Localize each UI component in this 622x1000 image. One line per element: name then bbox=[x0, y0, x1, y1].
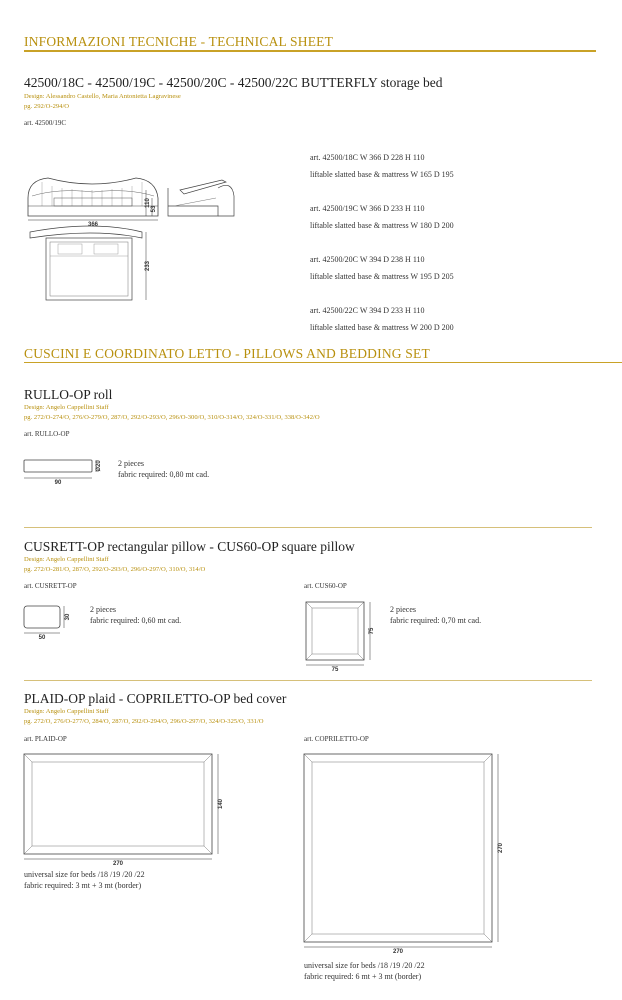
header-rule bbox=[24, 50, 596, 52]
bed-spec-4-base: liftable slatted base & mattress W 200 D 200 bbox=[310, 323, 454, 332]
cusrett-height-dim: 30 bbox=[65, 613, 71, 621]
sheet-title: INFORMAZIONI TECNICHE - TECHNICAL SHEET bbox=[24, 34, 334, 49]
cus60-width-dim: 75 bbox=[331, 667, 339, 673]
bed-spec-1-base: liftable slatted base & mattress W 165 D 195 bbox=[310, 170, 454, 179]
bed-spec-2-base: liftable slatted base & mattress W 180 D 200 bbox=[310, 221, 454, 230]
plaid-title: PLAID-OP plaid - COPRILETTO-OP bed cover bbox=[24, 691, 287, 706]
plaid-height-dim: 140 bbox=[218, 798, 224, 810]
copriletto-width-dim: 270 bbox=[392, 949, 404, 955]
cusrett-design: Design: Angelo Cappellini Staff bbox=[24, 556, 109, 563]
copriletto-drawing bbox=[300, 750, 512, 956]
plaid-fabric: fabric required: 3 mt + 3 mt (border) bbox=[24, 881, 142, 890]
rullo-title: RULLO-OP roll bbox=[24, 387, 113, 402]
plaid-pages: pg. 272/O, 276/O-277/O, 284/O, 287/O, 292/O-294/O, 296/O-297/O, 324/O-325/O, 331/O bbox=[24, 718, 264, 725]
pillows-section-rule bbox=[24, 362, 622, 363]
bed-width-dim: 366 bbox=[87, 222, 99, 228]
cus60-height-dim: 75 bbox=[369, 627, 375, 635]
cus60-pieces: 2 pieces bbox=[390, 605, 416, 614]
rullo-pieces: 2 pieces bbox=[118, 459, 144, 468]
cusrett-drawing bbox=[20, 602, 80, 642]
bed-side-view bbox=[168, 180, 234, 216]
rullo-diameter-dim: Ø20 bbox=[96, 460, 102, 472]
copriletto-size: universal size for beds /18 /19 /20 /22 bbox=[304, 961, 425, 970]
bed-pages: pg. 292/O-294/O bbox=[24, 103, 70, 110]
rullo-design: Design: Angelo Cappellini Staff bbox=[24, 404, 109, 411]
divider-1 bbox=[24, 527, 592, 528]
bed-height-low-dim: 53 bbox=[151, 205, 157, 213]
plaid-size: universal size for beds /18 /19 /20 /22 bbox=[24, 870, 145, 879]
rullo-drawing bbox=[20, 455, 110, 487]
plaid-drawing bbox=[20, 750, 232, 866]
bed-depth-dim: 233 bbox=[145, 260, 151, 272]
bed-title: 42500/18C - 42500/19C - 42500/20C - 42500/22C BUTTERFLY storage bed bbox=[24, 75, 443, 90]
copriletto-fabric: fabric required: 6 mt + 3 mt (border) bbox=[304, 972, 422, 981]
bed-front-view bbox=[28, 178, 158, 216]
pillows-section-title: CUSCINI E COORDINATO LETTO - PILLOWS AND BEDDING SET bbox=[24, 346, 430, 361]
cus60-fabric: fabric required: 0,70 mt cad. bbox=[390, 616, 482, 625]
rullo-art: art. RULLO-OP bbox=[24, 430, 70, 438]
plaid-design: Design: Angelo Cappellini Staff bbox=[24, 708, 109, 715]
rullo-pages: pg. 272/O-274/O, 276/O-279/O, 287/O, 292/O-293/O, 296/O-300/O, 310/O-314/O, 324/O-331/O, 338/O-342/O bbox=[24, 414, 320, 421]
bed-spec-2-art: art. 42500/19C W 366 D 233 H 110 bbox=[310, 204, 425, 213]
bed-spec-1-art: art. 42500/18C W 366 D 228 H 110 bbox=[310, 153, 425, 162]
bed-design: Design: Alessandro Castello, Maria Antonietta Lagravinese bbox=[24, 93, 181, 100]
rullo-length-dim: 90 bbox=[54, 480, 62, 486]
cusrett-pieces: 2 pieces bbox=[90, 605, 116, 614]
cusrett-art: art. CUSRETT-OP bbox=[24, 582, 77, 590]
bed-plan-view bbox=[30, 226, 142, 300]
bed-spec-3-base: liftable slatted base & mattress W 195 D 205 bbox=[310, 272, 454, 281]
divider-2 bbox=[24, 680, 592, 681]
cusrett-fabric: fabric required: 0,60 mt cad. bbox=[90, 616, 182, 625]
cus60-drawing bbox=[300, 598, 380, 674]
copriletto-art: art. COPRILETTO-OP bbox=[304, 735, 369, 743]
bed-drawing bbox=[18, 168, 248, 308]
cusrett-width-dim: 50 bbox=[38, 635, 46, 641]
bed-spec-4-art: art. 42500/22C W 394 D 233 H 110 bbox=[310, 306, 425, 315]
cusrett-title: CUSRETT-OP rectangular pillow - CUS60-OP square pillow bbox=[24, 539, 355, 554]
bed-spec-3-art: art. 42500/20C W 394 D 238 H 110 bbox=[310, 255, 425, 264]
rullo-fabric: fabric required: 0,80 mt cad. bbox=[118, 470, 210, 479]
plaid-art: art. PLAID-OP bbox=[24, 735, 67, 743]
copriletto-height-dim: 270 bbox=[498, 842, 504, 854]
bed-art: art. 42500/19C bbox=[24, 119, 66, 127]
bed-height-dim: 110 bbox=[145, 198, 151, 208]
cusrett-pages: pg. 272/O-281/O, 287/O, 292/O-293/O, 296/O-297/O, 310/O, 314/O bbox=[24, 566, 206, 573]
plaid-width-dim: 270 bbox=[112, 861, 124, 866]
cus60-art: art. CUS60-OP bbox=[304, 582, 347, 590]
